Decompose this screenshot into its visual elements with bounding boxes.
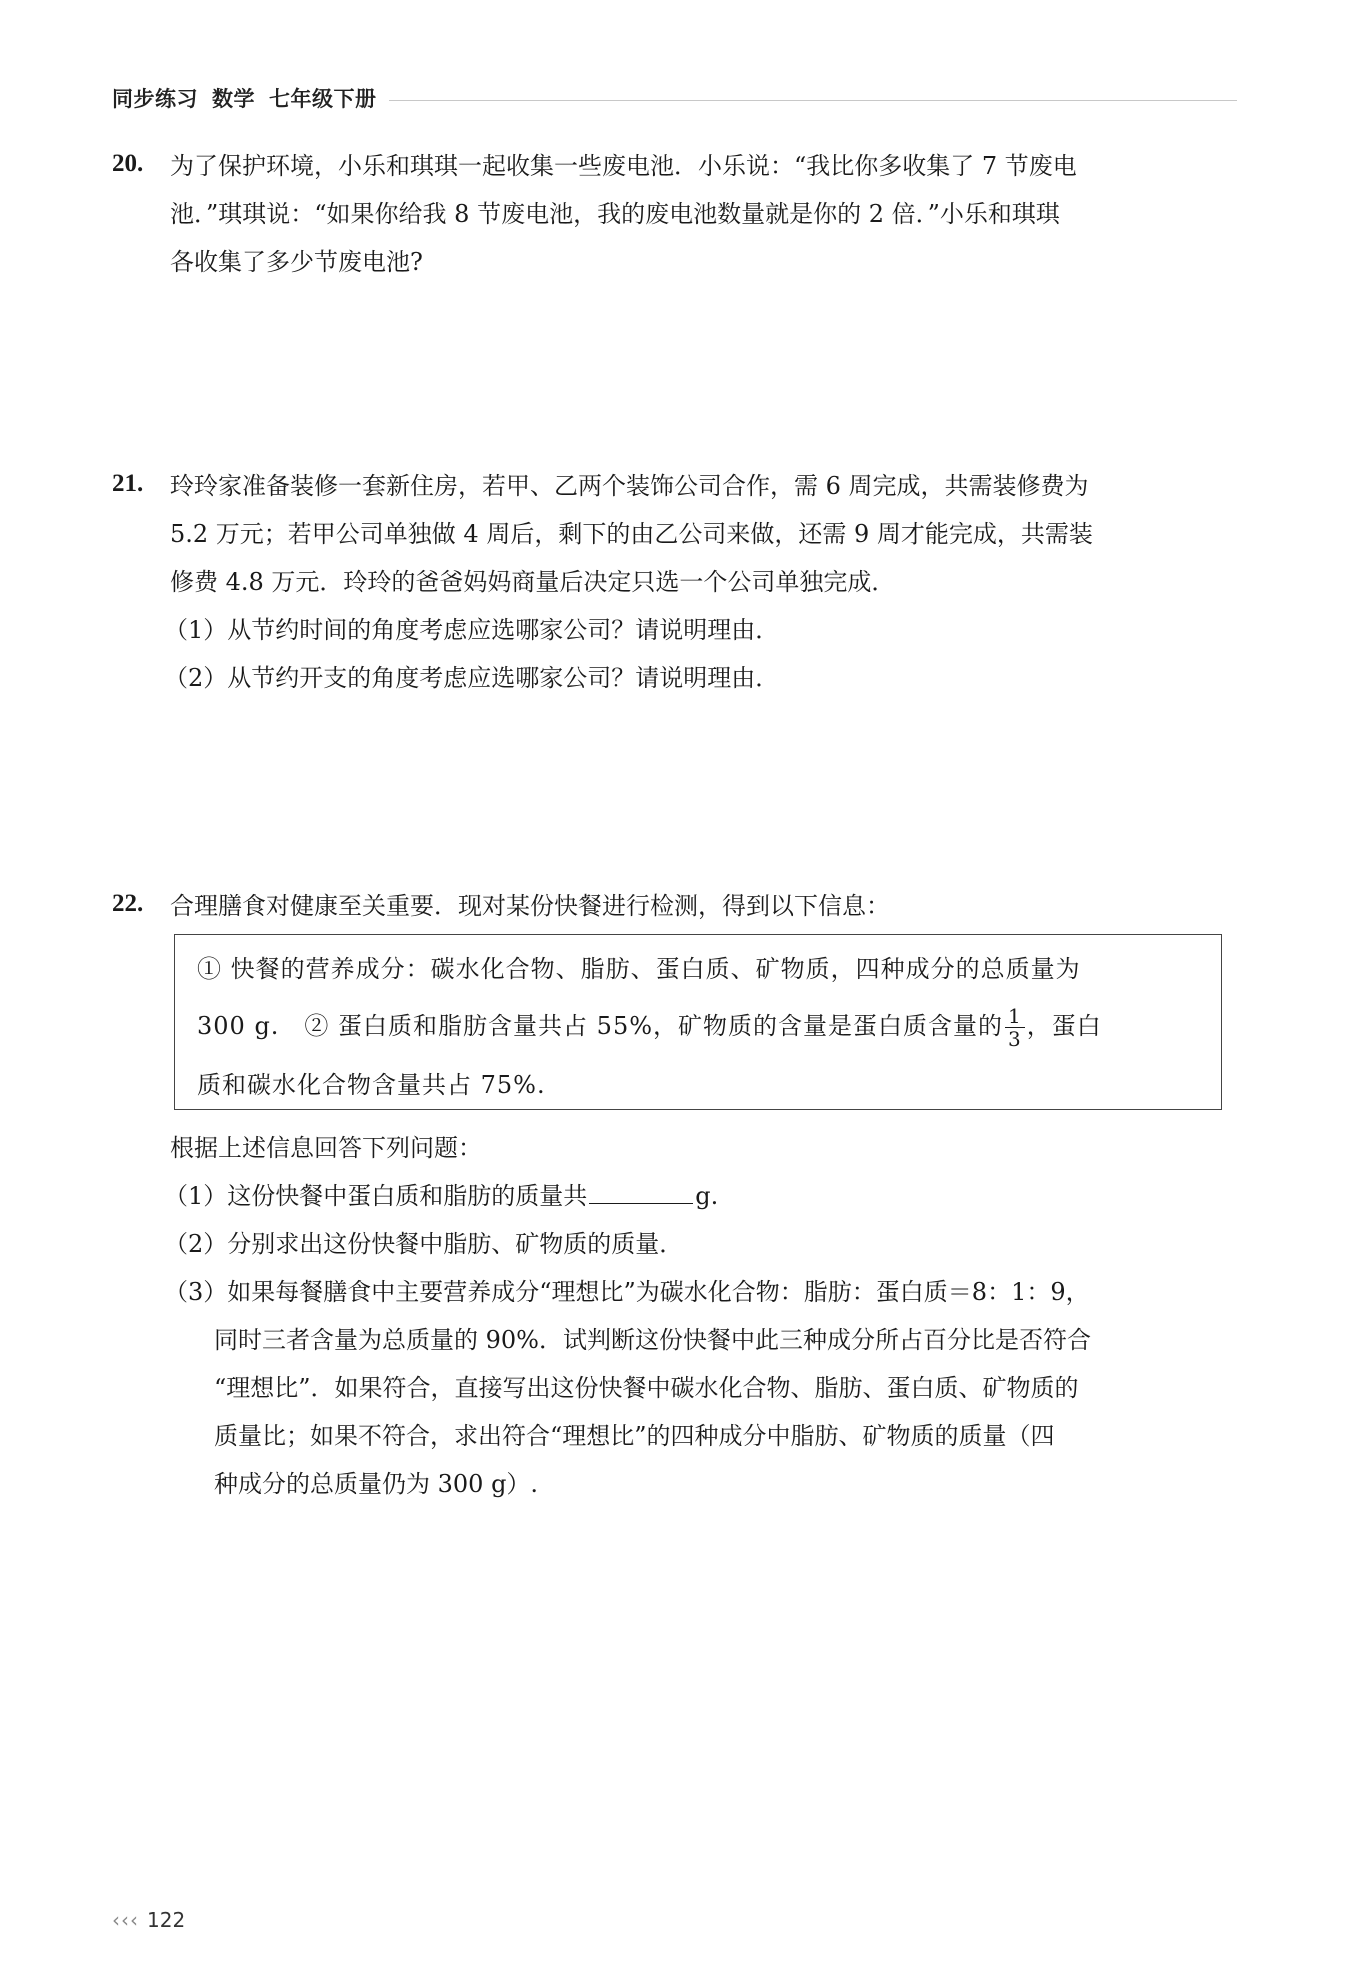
prompt: [170, 1124, 1242, 1172]
text-line: 池．”琪琪说：“如果你给我 8 节废电池，我的废电池数量就是你的 2 倍．”小乐和琪琪: [170, 200, 1060, 228]
question-22: [112, 882, 1242, 930]
question-text: [170, 462, 1242, 606]
text-line: 玲玲家准备装修一套新住房，若甲、乙两个装饰公司合作，需 6 周完成，共需装修费为: [170, 472, 1089, 500]
chevron-left-icon: ‹‹‹: [112, 1908, 139, 1932]
text-line: “理想比”．如果符合，直接写出这份快餐中碳水化合物、脂肪、蛋白质、矿物质的: [214, 1374, 1079, 1402]
page-header: [112, 80, 1237, 116]
text-line: 种成分的总质量仍为 300 g）.: [214, 1470, 539, 1498]
question-number: 22.: [112, 890, 144, 917]
text-line: 合理膳食对健康至关重要．现对某份快餐进行检测，得到以下信息：: [170, 892, 890, 920]
text-line: 各收集了多少节废电池?: [170, 248, 423, 276]
info-line-2-end: ，蛋白: [1026, 1012, 1102, 1040]
prompt-text: 根据上述信息回答下列问题：: [170, 1134, 482, 1162]
info-line-2: [197, 1005, 1102, 1050]
text-line: 质量比；如果不符合，求出符合“理想比”的四种成分中脂肪、矿物质的质量（四: [214, 1422, 1055, 1450]
fraction-one-third: [1005, 1005, 1025, 1050]
question-text: [170, 142, 1242, 286]
question-number: 21.: [112, 470, 144, 497]
text-line: 同时三者含量为总质量的 90%．试判断这份快餐中此三种成分所占百分比是否符合: [214, 1326, 1091, 1354]
sub-questions: [164, 606, 1242, 702]
sub-question-1-text: （1）这份快餐中蛋白质和脂肪的质量共: [164, 1182, 588, 1210]
sub-questions: [164, 1172, 1242, 1508]
text-line: 5.2 万元；若甲公司单独做 4 周后，剩下的由乙公司来做，还需 9 周才能完成，共需装: [170, 520, 1093, 548]
page-number: 122: [147, 1908, 186, 1932]
sub-question-1: （1）从节约时间的角度考虑应选哪家公司？请说明理由．: [164, 616, 780, 644]
info-line-1: ① 快餐的营养成分：碳水化合物、脂肪、蛋白质、矿物质，四种成分的总质量为: [197, 955, 1081, 983]
question-intro: [170, 882, 1242, 930]
info-line-3: 质和碳水化合物含量共占 75%.: [197, 1071, 546, 1099]
fraction-numerator: 1: [1005, 1005, 1025, 1028]
fraction-denominator: 3: [1008, 1027, 1022, 1051]
page-footer: [112, 1908, 185, 1932]
header-subject: 数学: [212, 87, 255, 111]
text-line: 为了保护环境，小乐和琪琪一起收集一些废电池．小乐说：“我比你多收集了 7 节废电: [170, 152, 1077, 180]
header-title: [112, 83, 377, 113]
answer-blank[interactable]: [589, 1179, 693, 1204]
sub-question-2: （2）分别求出这份快餐中脂肪、矿物质的质量．: [164, 1230, 684, 1258]
header-series: 同步练习: [112, 87, 198, 111]
question-22-parts: [112, 1124, 1242, 1508]
sub-question-3: （3）如果每餐膳食中主要营养成分“理想比”为碳水化合物：脂肪：蛋白质＝8：1：9，: [164, 1278, 1090, 1306]
header-rule: [389, 100, 1238, 101]
question-21: [112, 462, 1242, 702]
sub-question-2: （2）从节约开支的角度考虑应选哪家公司？请说明理由．: [164, 664, 780, 692]
info-line-2-start: 300 g. ② 蛋白质和脂肪含量共占 55%，矿物质的含量是蛋白质含量的: [197, 1012, 1004, 1040]
text-line: 修费 4.8 万元．玲玲的爸爸妈妈商量后决定只选一个公司单独完成．: [170, 568, 896, 596]
info-box: [174, 934, 1222, 1110]
sub-question-1-unit: g.: [695, 1182, 719, 1210]
header-grade: 七年级下册: [269, 87, 377, 111]
sub-question-1: [164, 1172, 1242, 1220]
question-20: [112, 142, 1242, 286]
question-number: 20.: [112, 150, 144, 177]
